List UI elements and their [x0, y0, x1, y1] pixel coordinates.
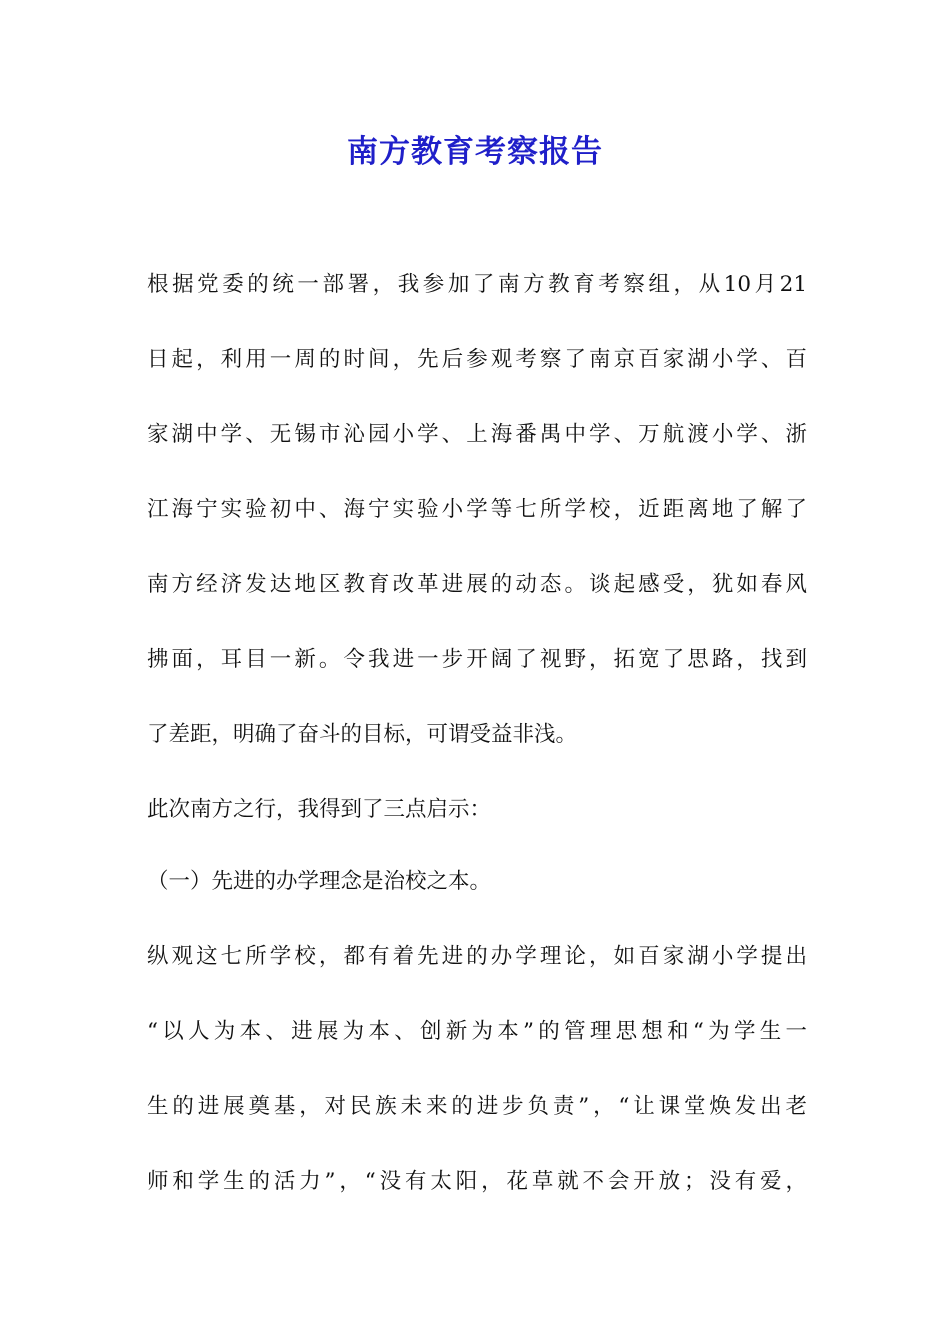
- paragraph-line: 南方经济发达地区教育改革进展的动态。谈起感受，犹如春风: [147, 572, 807, 597]
- paragraph-line: 家湖中学、无锡市沁园小学、上海番禺中学、万航渡小学、浙: [147, 422, 807, 447]
- paragraph-line: 此次南方之行，我得到了三点启示：: [147, 797, 492, 822]
- paragraph-line: 师和学生的活力”，“没有太阳，花草就不会开放；没有爱，: [147, 1169, 807, 1194]
- paragraph-line: 生的进展奠基，对民族未来的进步负责”，“让课堂焕发出老: [147, 1094, 807, 1119]
- paragraph-line: “以人为本、进展为本、创新为本”的管理思想和“为学生一: [147, 1019, 807, 1044]
- paragraph-line: 了差距，明确了奋斗的目标，可谓受益非浅。: [147, 722, 578, 747]
- paragraph-line: 拂面，耳目一新。令我进一步开阔了视野，拓宽了思路，找到: [147, 647, 807, 672]
- section-heading: （一）先进的办学理念是治校之本。: [147, 869, 492, 894]
- paragraph-line: 纵观这七所学校，都有着先进的办学理论，如百家湖小学提出: [147, 944, 807, 969]
- document-title: 南方教育考察报告: [347, 134, 603, 170]
- paragraph-line: 根据党委的统一部署，我参加了南方教育考察组，从10月21: [147, 272, 807, 297]
- paragraph-line: 日起，利用一周的时间，先后参观考察了南京百家湖小学、百: [147, 347, 807, 372]
- paragraph-line: 江海宁实验初中、海宁实验小学等七所学校，近距离地了解了: [147, 497, 807, 522]
